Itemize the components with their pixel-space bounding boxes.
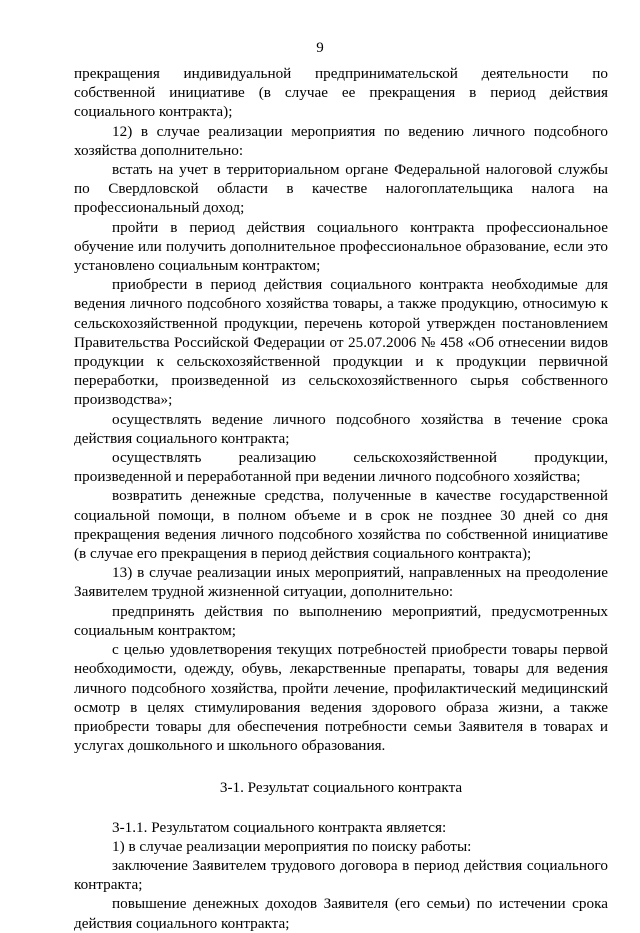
paragraph: осуществлять реализацию сельскохозяйственной продукции, произведенной и переработанной при ведении личного подсобного хозяйства; [74, 449, 608, 486]
paragraph: 13) в случае реализации иных мероприятий, направленных на преодоление Заявителем трудной жизненной ситуации, дополнительно: [74, 564, 608, 601]
document-body [74, 64, 608, 933]
paragraph: прекращения индивидуальной предпринимательской деятельности по собственной инициативе (в случае ее прекращения в период действия социального контракта); [74, 65, 608, 121]
paragraph: приобрести в период действия социального контракта необходимые для ведения личного подсобного хозяйства товары, а также продукцию, относимую к сельскохозяйственной продукции, перечень которой утвержден постановлением Правительства Российской Федерации от 25.07.2006 № 458 «Об отнесении видов продукции к сельскохозяйственной продукции и к продукции первичной переработки, произведенной из сельскохозяйственного сырья собственного производства»; [74, 276, 608, 409]
paragraphs-bottom [74, 818, 608, 933]
paragraph: пройти в период действия социального контракта профессиональное обучение или получить дополнительное профессиональное образование, если это установлено социальным контрактом; [74, 218, 608, 275]
section-heading: 3-1. Результат социального контракта [219, 779, 463, 797]
paragraph: 12) в случае реализации мероприятия по ведению личного подсобного хозяйства дополнительно: [74, 122, 608, 159]
paragraph: возвратить денежные средства, полученные в качестве государственной социальной помощи, в полном объеме и в срок не позднее 30 дней со дня прекращения ведения личного подсобного хозяйства по собственной инициативе (в случае его прекращения в период действия социального контракта); [74, 487, 608, 563]
paragraph: осуществлять ведение личного подсобного хозяйства в течение срока действия социального контракта; [74, 410, 608, 447]
paragraph: повышение денежных доходов Заявителя (его семьи) по истечении срока действия социального контракта; [74, 895, 608, 932]
paragraph: встать на учет в территориальном органе Федеральной налоговой службы по Свердловской области в качестве налогоплательщика налога на профессиональный доход; [74, 161, 608, 217]
paragraph: 3-1.1. Результатом социального контракта является: [112, 818, 447, 836]
paragraph: заключение Заявителем трудового договора в период действия социального контракта; [74, 856, 608, 894]
paragraph: предпринять действия по выполнению мероприятий, предусмотренных социальным контрактом; [74, 602, 608, 639]
paragraphs-top [74, 64, 608, 755]
page-number: 9 [316, 40, 324, 56]
paragraph: с целью удовлетворения текущих потребностей приобрести товары первой необходимости, одежду, обувь, лекарственные препараты, товары для ведения личного подсобного хозяйства, пройти лечение, профилактический медицинский осмотр в целях стимулирования ведения здорового образа жизни, а также приобрести товары для обеспечения потребности семьи Заявителя в товарах и услугах дошкольного и школьного образования. [74, 641, 608, 755]
paragraph: 1) в случае реализации мероприятия по поиску работы: [112, 837, 472, 855]
